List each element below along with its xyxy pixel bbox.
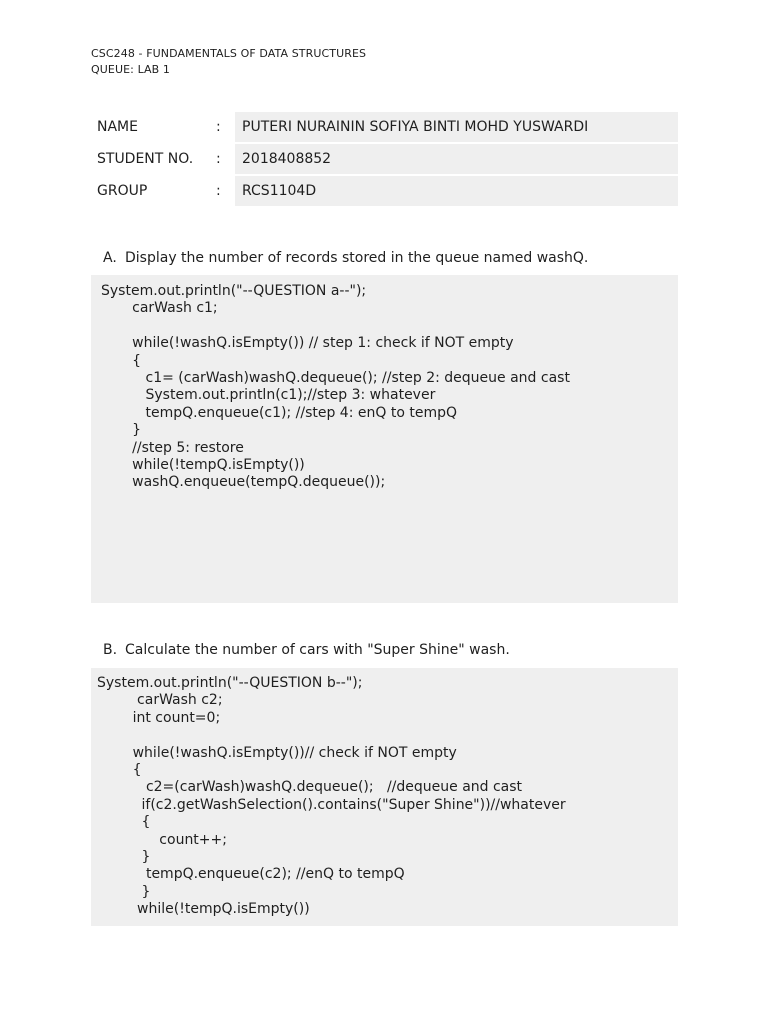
student-no-colon: : bbox=[216, 151, 221, 167]
code-a-line: c1= (carWash)washQ.dequeue(); //step 2: dequeue and cast bbox=[101, 369, 570, 386]
student-no-label: STUDENT NO. bbox=[97, 151, 194, 167]
code-b-line: tempQ.enqueue(c2); //enQ to tempQ bbox=[97, 866, 405, 883]
question-a-text: Display the number of records stored in the queue named washQ. bbox=[125, 250, 589, 266]
code-a-line: { bbox=[101, 352, 142, 369]
question-a-letter: A. bbox=[103, 250, 117, 266]
code-a-line: tempQ.enqueue(c1); //step 4: enQ to tempQ bbox=[101, 404, 457, 421]
info-row-group bbox=[91, 176, 678, 206]
info-row-student-no bbox=[91, 144, 678, 174]
code-block-a bbox=[91, 275, 678, 603]
code-a-line bbox=[101, 318, 678, 335]
code-a-line: while(!washQ.isEmpty()) // step 1: check if NOT empty bbox=[101, 335, 514, 352]
code-b-line: while(!washQ.isEmpty())// check if NOT empty bbox=[97, 744, 457, 761]
lab-title: QUEUE: LAB 1 bbox=[91, 63, 171, 76]
course-title: CSC248 - FUNDAMENTALS OF DATA STRUCTURES bbox=[91, 47, 367, 60]
document-header bbox=[91, 46, 366, 78]
code-b-line: while(!tempQ.isEmpty()) bbox=[97, 901, 310, 918]
code-b-line: int count=0; bbox=[97, 709, 221, 726]
student-info-table bbox=[91, 112, 678, 208]
code-a-line: } bbox=[101, 422, 142, 439]
question-b-letter: B. bbox=[103, 642, 118, 658]
name-value: PUTERI NURAININ SOFIYA BINTI MOHD YUSWARDI bbox=[235, 112, 678, 142]
code-b-line: } bbox=[97, 848, 151, 865]
name-label: NAME bbox=[97, 119, 138, 135]
group-label: GROUP bbox=[97, 183, 148, 199]
code-a-line: System.out.println(c1);//step 3: whatever bbox=[101, 387, 436, 404]
code-b-line: { bbox=[97, 761, 142, 778]
code-b-line: carWash c2; bbox=[97, 692, 223, 709]
group-value: RCS1104D bbox=[235, 176, 678, 206]
code-a-line: while(!tempQ.isEmpty()) bbox=[101, 456, 305, 473]
code-b-line: c2=(carWash)washQ.dequeue(); //dequeue and cast bbox=[97, 779, 523, 796]
code-b-line: if(c2.getWashSelection().contains("Super Shine"))//whatever bbox=[97, 796, 566, 813]
question-a bbox=[103, 250, 588, 266]
question-b bbox=[103, 642, 510, 658]
name-colon: : bbox=[216, 119, 221, 135]
code-b-line: { bbox=[97, 814, 151, 831]
code-a-line: carWash c1; bbox=[101, 300, 218, 317]
code-a-line: //step 5: restore bbox=[101, 439, 244, 456]
code-a-line: washQ.enqueue(tempQ.dequeue()); bbox=[101, 474, 386, 491]
code-b-line: System.out.println("--QUESTION b--"); bbox=[97, 675, 363, 691]
question-b-text: Calculate the number of cars with "Super Shine" wash. bbox=[125, 642, 510, 658]
code-b-line: count++; bbox=[97, 831, 227, 848]
info-row-name bbox=[91, 112, 678, 142]
code-b-line bbox=[97, 727, 678, 744]
student-no-value: 2018408852 bbox=[235, 144, 678, 174]
code-a-line: System.out.println("--QUESTION a--"); bbox=[101, 283, 367, 299]
code-b-line: } bbox=[97, 883, 151, 900]
code-block-b bbox=[91, 668, 678, 926]
group-colon: : bbox=[216, 183, 221, 199]
